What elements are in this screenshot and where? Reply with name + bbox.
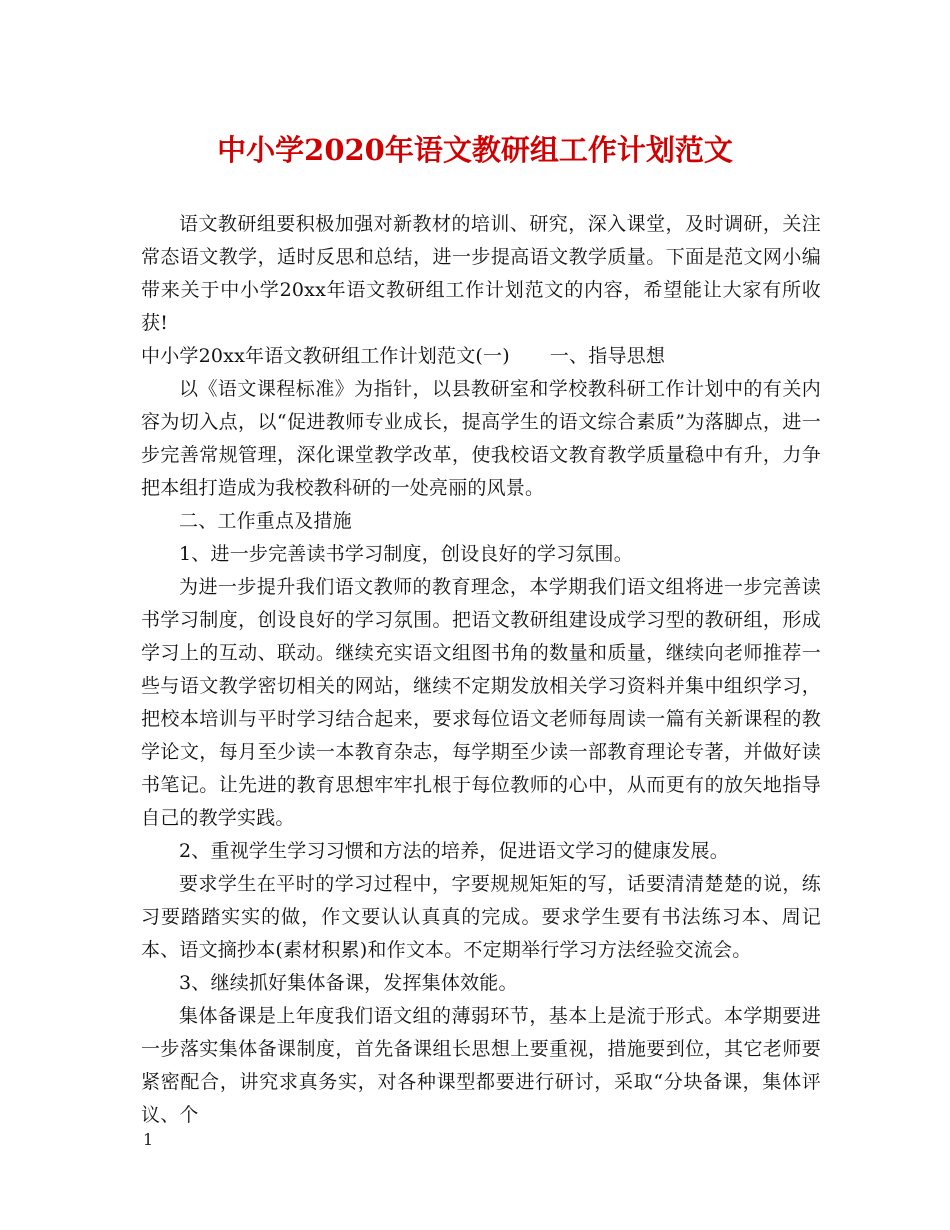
item-heading-student-habits: 2、重视学生学习习惯和方法的培养，促进语文学习的健康发展。 [179,840,729,862]
student-habits-paragraph: 要求学生在平时的学习过程中，字要规规矩矩的写，话要清清楚楚的说，练习要踏踏实实的做，作文要认认真真的完成。要求学生要有书法练习本、周记本、语文摘抄本(素材积累)和作文本。不定期举行学习方法经验交流会。 [141,873,821,961]
section-heading-guiding-ideology: 一、指导思想 [549,345,666,367]
guiding-ideology-paragraph: 以《语文课程标准》为指针，以县教研室和学校教科研工作计划中的有关内容为切入点，以“促进教师专业成长，提高学生的语文综合素质”为落脚点，进一步完善常规管理，深化课堂教学改革，使我校语文教育教学质量稳中有升，力争把本组打造成为我校教科研的一处亮丽的风景。 [141,378,821,499]
reading-system-paragraph: 为进一步提升我们语文教师的教育理念，本学期我们语文组将进一步完善读书学习制度，创设良好的学习氛围。把语文教研组建设成学习型的教研组，形成学习上的互动、联动。继续充实语文组图书角的数量和质量，继续向老师推荐一些与语文教学密切相关的网站，继续不定期发放相关学习资料并集中组织学习，把校本培训与平时学习结合起来，要求每位语文老师每周读一篇有关新课程的教学论文，每月至少读一本教育杂志，每学期至少读一部教育理论专著，并做好读书笔记。让先进的教育思想牢牢扎根于每位教师的心中，从而更有的放矢地指导自己的教学实践。 [141,576,821,829]
intro-paragraph: 语文教研组要积极加强对新教材的培训、研究，深入课堂，及时调研，关注常态语文教学，适时反思和总结，进一步提高语文教学质量。下面是范文网小编带来关于中小学20xx年语文教研组工作计划范文的内容，希望能让大家有所收获! [141,213,821,334]
section-heading-work-focus: 二、工作重点及措施 [179,510,352,532]
collective-lesson-prep-paragraph: 集体备课是上年度我们语文组的薄弱环节，基本上是流于形式。本学期要进一步落实集体备课制度，首先备课组长思想上要重视，措施要到位，其它老师要紧密配合，讲究求真务实，对各种课型都要进行研讨，采取“分块备课，集体评议、个 [141,1005,821,1126]
document-title: 中小学2020年语文教研组工作计划范文 [217,133,733,167]
item-heading-collective-lesson-prep: 3、继续抓好集体备课，发挥集体效能。 [179,972,518,994]
section-subheading-line [141,340,821,373]
item-heading-reading-system: 1、进一步完善读书学习制度，创设良好的学习氛围。 [179,543,633,565]
document-body [141,208,821,1132]
article-subheading: 中小学20xx年语文教研组工作计划范文(一) [141,345,510,367]
page-number: 1 [143,1130,154,1149]
